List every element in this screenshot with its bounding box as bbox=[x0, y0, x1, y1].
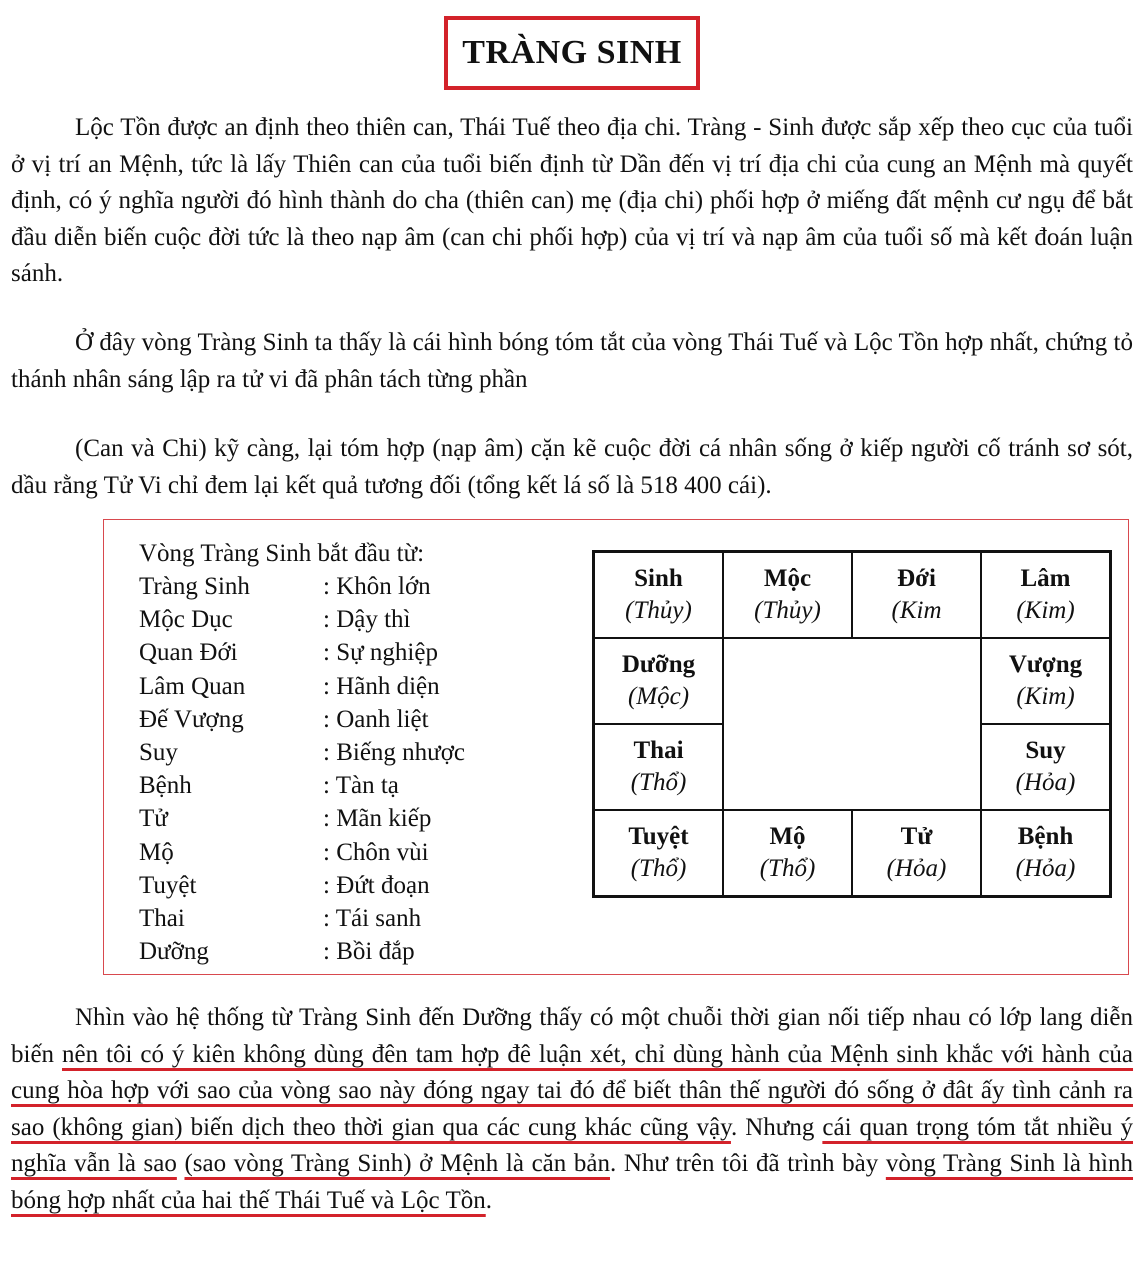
palace-grid-center bbox=[723, 638, 981, 810]
palace-element: (Hỏa) bbox=[1015, 855, 1076, 882]
underlined-passage: (sao vòng Tràng Sinh) ở Mệnh là căn bản bbox=[184, 1150, 610, 1177]
stage-meaning: : Bồi đắp bbox=[323, 938, 415, 966]
palace-stage-name: Mộc bbox=[763, 565, 812, 592]
palace-stage-name: Thai bbox=[633, 737, 684, 764]
stage-name: Lâm Quan bbox=[139, 672, 246, 700]
underlined-passage: nên tôi có ý kiên không dùng đên tam hợp đê luận xét, chỉ dùng hành của Mệnh sinh khắc với hành của cung hòa hợp với sao của vòng sao này đóng ngay tai đó để biết thân thế người đó sống ở đât ấy tình cảnh ra sao (không gian) biến dịch theo thời gian qua các cung khác cũng vậy bbox=[11, 1040, 1134, 1141]
palace-element: (Kim) bbox=[1016, 683, 1075, 710]
palace-element: (Hỏa) bbox=[1015, 769, 1076, 796]
stage-row bbox=[139, 736, 465, 769]
stage-name: Tràng Sinh bbox=[139, 573, 250, 600]
stage-name: Dưỡng bbox=[139, 938, 209, 966]
underlined-passage: cái quan trọng tóm tắt nhiều ý nghĩa vẫn là sao bbox=[11, 1113, 1133, 1177]
stage-row bbox=[139, 636, 465, 669]
stage-row bbox=[139, 869, 465, 902]
palace-element: (Thổ) bbox=[630, 855, 687, 882]
paragraph-can-chi-text: (Can và Chi) kỹ càng, lại tóm hợp (nạp âm) cặn kẽ cuộc đời cá nhân sống ở kiếp người cố tránh sơ sót, dầu rằng Tử Vi chỉ đem lại kết quả tương đối (tổng kết lá số là 518 400 cái). bbox=[11, 435, 1133, 499]
stage-row bbox=[139, 703, 465, 736]
palace-stage-name: Suy bbox=[1025, 737, 1066, 764]
palace-cell bbox=[981, 724, 1110, 810]
palace-cell bbox=[723, 810, 852, 896]
stage-name: Tuyệt bbox=[139, 871, 197, 899]
palace-cell bbox=[594, 638, 723, 724]
stage-name: Mộ bbox=[139, 838, 174, 866]
stage-list-heading: Vòng Tràng Sinh bắt đầu từ: bbox=[139, 540, 425, 567]
stage-row bbox=[139, 902, 465, 935]
stage-name: Mộc Dục bbox=[139, 606, 233, 634]
stage-meaning: : Chôn vùi bbox=[323, 838, 429, 866]
stage-name: Đế Vượng bbox=[139, 705, 244, 733]
paragraph-can-chi bbox=[11, 431, 1133, 504]
stage-row bbox=[139, 670, 465, 703]
stage-meaning: : Oanh liệt bbox=[323, 705, 429, 733]
stage-row bbox=[139, 769, 465, 802]
stage-name: Tử bbox=[139, 805, 168, 833]
conclusion-text: . bbox=[485, 1186, 492, 1214]
palace-stage-name: Vượng bbox=[1008, 651, 1083, 678]
conclusion-text: Nhìn vào hệ thống từ Tràng Sinh đến Dưỡng thấy có một chuỗi thời gian nối tiếp nhau có lớp lang diễn biến bbox=[11, 1004, 1133, 1068]
palace-stage-name: Sinh bbox=[634, 565, 683, 592]
stage-meaning: : Tái sanh bbox=[323, 904, 422, 932]
stage-row bbox=[139, 603, 465, 636]
palace-cell bbox=[981, 638, 1110, 724]
stage-meaning: : Tàn tạ bbox=[323, 772, 399, 800]
palace-cell bbox=[981, 810, 1110, 896]
stage-meaning: : Dậy thì bbox=[323, 606, 411, 634]
palace-stage-name: Mộ bbox=[769, 823, 806, 850]
palace-stage-name: Đới bbox=[897, 565, 936, 592]
palace-cell bbox=[594, 552, 723, 638]
stage-meaning: : Đứt đoạn bbox=[323, 871, 430, 899]
palace-grid bbox=[592, 550, 1112, 898]
palace-cell bbox=[594, 724, 723, 810]
conclusion-text: . Nhưng bbox=[730, 1113, 815, 1141]
palace-stage-name: Bệnh bbox=[1017, 823, 1074, 850]
palace-element: (Kim) bbox=[1016, 597, 1075, 624]
page-title: TRÀNG SINH bbox=[462, 34, 682, 71]
palace-cell bbox=[852, 552, 981, 638]
paragraph-conclusion bbox=[11, 1000, 1133, 1219]
paragraph-intro-text: Lộc Tồn được an định theo thiên can, Thái Tuế theo địa chi. Tràng - Sinh được sắp xếp theo cục của tuổi ở vị trí an Mệnh, tức là lấy Thiên can của tuổi biến định từ Dần đến vị trí địa chi của cung an Mệnh mà quyết định, có ý nghĩa người đó hình thành do cha (thiên can) mẹ (địa chi) phối hợp ở miếng đất mệnh cư ngụ để bắt đầu diễn biến cuộc đời tức là theo nạp âm (can chi phối hợp) của vị trí và nạp âm của tuổi số mà kết đoán luận sánh. bbox=[11, 114, 1133, 287]
stage-meaning: : Hãnh diện bbox=[323, 672, 440, 700]
palace-element: (Thủy) bbox=[625, 597, 692, 624]
palace-stage-name: Dưỡng bbox=[621, 651, 696, 678]
paragraph-summary bbox=[11, 325, 1133, 398]
palace-element: (Thổ) bbox=[759, 855, 816, 882]
title-box bbox=[444, 16, 700, 90]
palace-element: (Hỏa) bbox=[886, 855, 947, 882]
stage-name: Suy bbox=[139, 738, 178, 766]
stage-row bbox=[139, 935, 465, 968]
palace-cell bbox=[852, 810, 981, 896]
conclusion-text: . Như trên tôi đã trình bày bbox=[609, 1150, 879, 1177]
palace-stage-name: Lâm bbox=[1020, 565, 1071, 592]
stage-name: Thai bbox=[139, 904, 185, 932]
palace-element: (Thủy) bbox=[754, 597, 821, 624]
palace-cell bbox=[594, 810, 723, 896]
stage-row bbox=[139, 836, 465, 869]
paragraph-summary-text: Ở đây vòng Tràng Sinh ta thấy là cái hình bóng tóm tắt của vòng Thái Tuế và Lộc Tồn hợp nhất, chứng tỏ thánh nhân sáng lập ra tử vi đã phân tách từng phần bbox=[11, 329, 1133, 393]
stage-meaning: : Biếng nhược bbox=[323, 738, 466, 766]
palace-cell bbox=[981, 552, 1110, 638]
palace-cell bbox=[723, 552, 852, 638]
stage-list bbox=[139, 570, 465, 968]
underlined-passage: vòng Tràng Sinh là hình bóng hợp nhất của hai thế Thái Tuế và Lộc Tồn bbox=[11, 1150, 1134, 1214]
palace-stage-name: Tử bbox=[900, 823, 933, 850]
palace-element: (Mộc) bbox=[627, 683, 690, 710]
stage-meaning: : Mãn kiếp bbox=[323, 805, 432, 833]
palace-element: (Thổ) bbox=[630, 769, 687, 796]
stage-meaning: : Khôn lớn bbox=[323, 573, 431, 600]
stage-meaning: : Sự nghiệp bbox=[323, 639, 438, 667]
stage-row bbox=[139, 570, 465, 603]
palace-stage-name: Tuyệt bbox=[628, 823, 689, 850]
palace-element: (Kim bbox=[891, 597, 942, 624]
stage-row bbox=[139, 802, 465, 835]
stage-name: Quan Đới bbox=[139, 639, 238, 667]
stage-name: Bệnh bbox=[139, 772, 192, 800]
paragraph-intro bbox=[11, 110, 1133, 293]
